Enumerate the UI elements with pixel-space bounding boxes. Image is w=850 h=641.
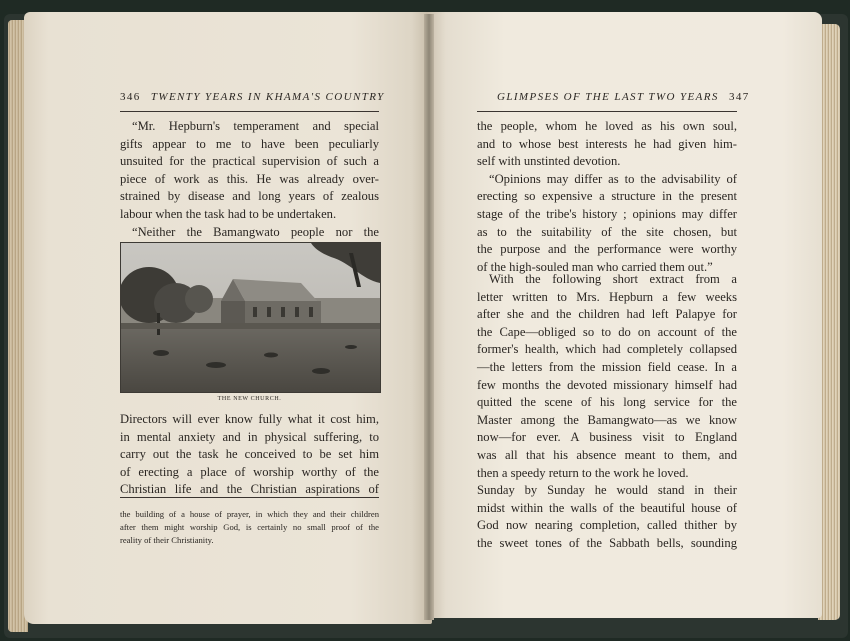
- text-line: piece of work as this. He was already over-: [120, 171, 379, 186]
- text-line: “Mr. Hepburn's temperament and special: [132, 119, 379, 133]
- text-line: was all that his absence meant to them, and: [477, 448, 737, 462]
- text-line: as to the suitability of the site chosen, but: [477, 224, 737, 239]
- text-line: in mental anxiety and in physical suffering, to: [120, 429, 379, 444]
- text-line: former's health, which had completely collapsed: [477, 342, 737, 357]
- text-line: the purpose and the performance were worthy: [477, 242, 737, 257]
- text-line: God now nearing completion, called thither by: [477, 518, 737, 533]
- text-line: the sweet tones of the Sabbath bells, sounding: [477, 536, 737, 550]
- text-line: “Neither the Bamangwato people nor the: [132, 224, 379, 239]
- right-head-rule: [477, 111, 737, 112]
- church-illustration: [121, 243, 380, 392]
- text-line: few months the devoted missionary himself had: [477, 377, 737, 392]
- text-line: the Cape—obliged so to do on account of the: [477, 324, 737, 339]
- footnote-line: reality of their Christianity.: [120, 535, 214, 545]
- text-line: stage of the tribe's history ; opinions may differ: [477, 207, 737, 221]
- text-line: strained by disease and long years of zealous: [120, 189, 379, 204]
- text-line: Sunday by Sunday he would stand in their: [477, 483, 737, 498]
- text-line: the people, whom he loved as his own soul,: [477, 119, 737, 133]
- footnote-line: the building of a house of prayer, in which they and their children: [120, 509, 379, 519]
- left-page-number: 346: [120, 91, 141, 103]
- right-page-number: 347: [728, 91, 750, 103]
- book-gutter: [424, 14, 434, 620]
- text-line: and to whose best interests he had given him-: [477, 136, 737, 151]
- text-line: Directors will ever know fully what it cost him,: [120, 412, 379, 426]
- right-running-head: [497, 91, 750, 103]
- text-line: of erecting a place of worship worthy of the: [120, 464, 379, 479]
- text-line: midst within the walls of the beautiful house of: [477, 500, 737, 515]
- church-photo: [120, 242, 381, 393]
- text-line: of the high-souled man who carried them out.”: [477, 259, 713, 274]
- text-line: then a speedy return to the work he loved.: [477, 465, 689, 480]
- text-line: now—for ever. A business visit to England: [477, 430, 737, 445]
- footnote-line: after them might worship God, is certainly no small proof of the: [120, 522, 379, 532]
- text-line: letter written to Mrs. Hepburn a few weeks: [477, 289, 737, 304]
- text-line: With the following short extract from a: [489, 272, 737, 286]
- text-line: carry out the task he conceived to be set him: [120, 447, 379, 462]
- text-line: erecting so expensive a structure in the present: [477, 189, 737, 204]
- left-running-head: [120, 91, 385, 103]
- photo-caption: THE NEW CHURCH.: [217, 396, 282, 402]
- text-line: after she and the children had left Palapye for: [477, 307, 737, 322]
- text-line: unsuited for the practical supervision of such a: [120, 154, 379, 169]
- text-line: —the letters from the mission field cease. In a: [477, 360, 737, 374]
- footnote-rule: [120, 497, 379, 498]
- text-line: quitted the scene of his long service for the: [477, 395, 737, 410]
- left-head-rule: [120, 111, 379, 112]
- text-line: self with unstinted devotion.: [477, 154, 621, 169]
- right-running-head-title: GLIMPSES OF THE LAST TWO YEARS: [497, 91, 719, 103]
- text-line: labour when the task had to be undertaken.: [120, 207, 337, 221]
- text-line: gifts appear to me to have been peculiarly: [120, 136, 379, 151]
- text-line: Master among the Bamangwato—as we know: [477, 412, 737, 427]
- text-line: Christian life and the Christian aspirations of: [120, 482, 379, 497]
- left-running-head-title: TWENTY YEARS IN KHAMA'S COUNTRY: [150, 91, 385, 103]
- text-line: “Opinions may differ as to the advisability of: [489, 171, 737, 186]
